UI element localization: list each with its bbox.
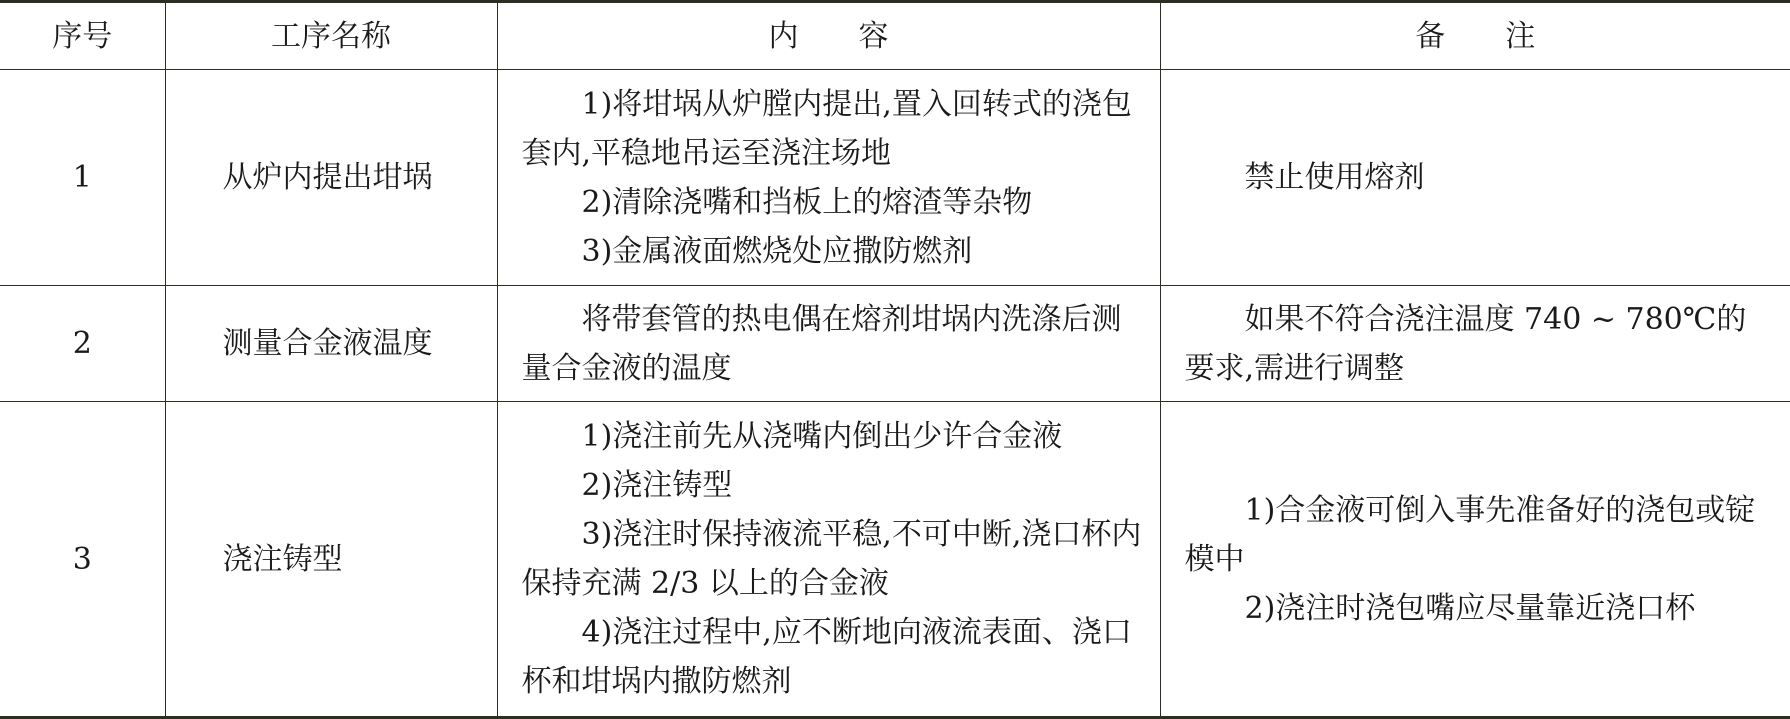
header-row bbox=[0, 2, 1790, 70]
process-remark bbox=[1160, 70, 1790, 286]
table-row bbox=[0, 70, 1790, 286]
content-line: 4)浇注过程中,应不断地向液流表面、浇口杯和坩埚内撒防燃剂 bbox=[521, 615, 1132, 699]
process-name: 测量合金液温度 bbox=[165, 286, 497, 402]
header-remark: 备 注 bbox=[1160, 2, 1790, 70]
content-line: 1)浇注前先从浇嘴内倒出少许合金液 bbox=[581, 419, 1063, 454]
row-number: 2 bbox=[0, 286, 165, 402]
table-row bbox=[0, 402, 1790, 718]
header-no: 序号 bbox=[0, 2, 165, 70]
process-remark bbox=[1160, 286, 1790, 402]
content-line: 3)金属液面燃烧处应撒防燃剂 bbox=[581, 233, 973, 269]
content-line: 2)浇注铸型 bbox=[581, 468, 733, 503]
row-number: 1 bbox=[0, 70, 165, 286]
remark-line: 2)浇注时浇包嘴应尽量靠近浇口杯 bbox=[1244, 590, 1696, 626]
header-content: 内 容 bbox=[497, 2, 1160, 70]
process-content bbox=[497, 286, 1160, 402]
process-content bbox=[497, 70, 1160, 286]
content-line: 2)清除浇嘴和挡板上的熔渣等杂物 bbox=[581, 184, 1033, 220]
remark-line: 1)合金液可倒入事先准备好的浇包或锭模中 bbox=[1184, 492, 1756, 577]
header-name: 工序名称 bbox=[165, 2, 497, 70]
process-name: 浇注铸型 bbox=[165, 402, 497, 718]
process-content bbox=[497, 402, 1160, 718]
table-row bbox=[0, 286, 1790, 402]
content-line: 将带套管的热电偶在熔剂坩埚内洗涤后测量合金液的温度 bbox=[521, 301, 1122, 386]
remark-line: 如果不符合浇注温度 740 ~ 780℃的要求,需进行调整 bbox=[1184, 301, 1747, 386]
remark-line: 禁止使用熔剂 bbox=[1244, 160, 1425, 195]
process-remark bbox=[1160, 402, 1790, 718]
content-line: 3)浇注时保持液流平稳,不可中断,浇口杯内保持充满 2/3 以上的合金液 bbox=[521, 517, 1142, 601]
process-name: 从炉内提出坩埚 bbox=[165, 70, 497, 286]
content-line: 1)将坩埚从炉膛内提出,置入回转式的浇包套内,平稳地吊运至浇注场地 bbox=[521, 86, 1132, 171]
row-number: 3 bbox=[0, 402, 165, 718]
